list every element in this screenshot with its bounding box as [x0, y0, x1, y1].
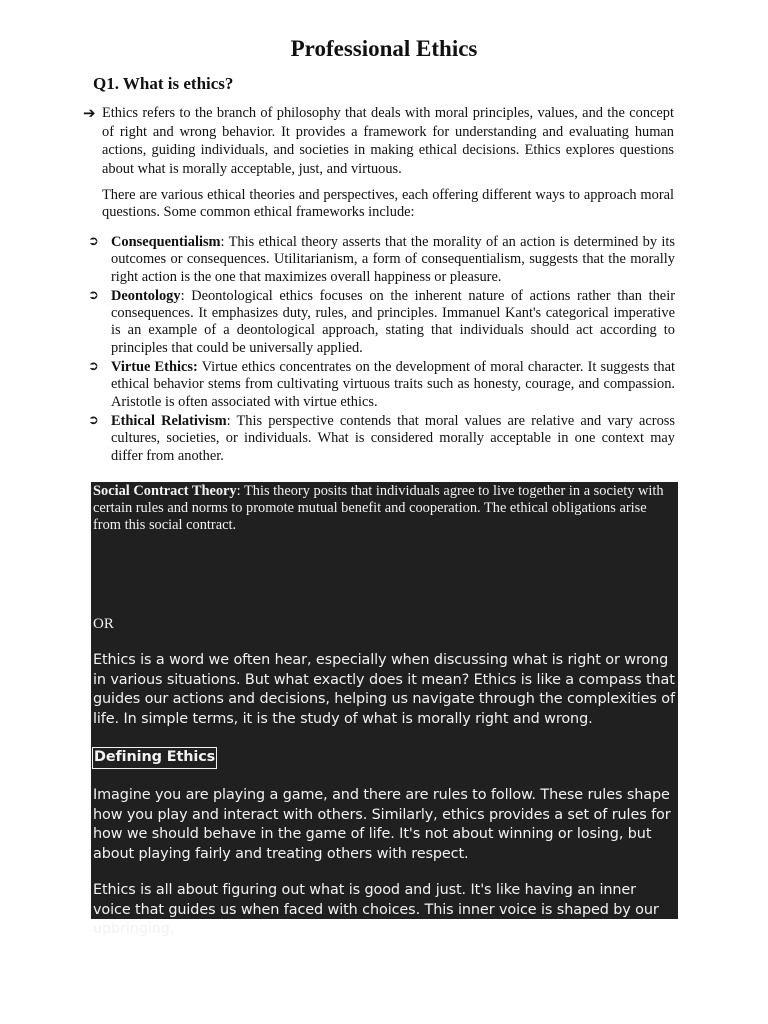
defining-ethics-heading: Defining Ethics	[92, 747, 217, 769]
framework-term: Virtue Ethics:	[111, 359, 198, 376]
star-bullet-icon: ➲	[88, 234, 99, 249]
question-heading: Q1. What is ethics?	[93, 74, 234, 93]
definition-paragraph: Ethics refers to the branch of philosophy that deals with moral principles, values, and the concept of right and wrong behavior. It provides a framework for understanding and evaluating human actions, guiding individuals, and societies in making ethical decisions. Ethics explores questions about what is morally acceptable, just, and virtuous.	[102, 105, 674, 177]
frameworks-intro-paragraph: There are various ethical theories and perspectives, each offering different ways to approach moral questions. Some common ethical frameworks include:	[102, 187, 674, 220]
social-contract-term: Social Contract Theory	[93, 483, 237, 499]
page-title: Professional Ethics	[290, 36, 478, 61]
or-separator: OR	[93, 616, 114, 632]
list-item	[88, 359, 675, 411]
framework-text: Virtue ethics concentrates on the development of moral character. It suggests that ethical behavior stems from cultivating virtuous traits such as honesty, courage, and compassion. Aristotle is often associated with virtue ethics.	[111, 359, 675, 410]
list-item	[88, 234, 675, 286]
star-bullet-icon: ➲	[88, 412, 99, 428]
game-analogy-paragraph: Imagine you are playing a game, and there are rules to follow. These rules shape how you play and interact with others. Similarly, ethics provides a set of rules for how we should behave in the game of life. It's not about winning or losing, but about playing fairly and treating others with respect.	[93, 787, 671, 862]
inner-voice-paragraph: Ethics is all about figuring out what is good and just. It's like having an inner voice that guides us when faced with choices. This inner voice is shaped by our upbringing,	[93, 882, 659, 937]
framework-term: Consequentialism	[111, 234, 221, 250]
ethics-intro-paragraph: Ethics is a word we often hear, especially when discussing what is right or wrong in various situations. But what exactly does it mean? Ethics is like a compass that guides our actions and decisions, helping us navigate through the complexities of life. In simple terms, it is the study of what is morally right and wrong.	[93, 652, 675, 727]
dark-text-section	[91, 482, 678, 937]
framework-text: : This perspective contends that moral values are relative and vary across cultures, societies, or individuals. What is considered morally acceptable in one context may differ from another.	[111, 412, 675, 464]
frameworks-list	[88, 234, 675, 467]
framework-term: Ethical Relativism	[111, 412, 227, 429]
list-item	[88, 413, 675, 465]
star-bullet-icon: ➲	[88, 287, 99, 303]
social-contract-paragraph	[93, 483, 665, 534]
framework-text: : Deontological ethics focuses on the inherent nature of actions rather than their consequences. It emphasizes duty, rules, and principles. Immanuel Kant's categorical imperative is an example of a deontological approach, stating that individuals should act according to principles that could be universally applied.	[111, 287, 675, 356]
social-contract-text: : This theory posits that individuals agree to live together in a society with certain rules and norms to promote mutual benefit and cooperation. The ethical obligations arise from this social contract.	[93, 483, 664, 533]
arrow-right-icon: ➔	[83, 104, 96, 122]
framework-term: Deontology	[111, 287, 181, 304]
framework-text: : This ethical theory asserts that the morality of an action is determined by its outcomes or consequences. Utilitarianism, a form of consequentialism, suggests that the morally right action is the one that maximizes overall happiness or pleasure.	[111, 234, 675, 285]
list-item	[88, 288, 675, 357]
star-bullet-icon: ➲	[88, 359, 99, 375]
